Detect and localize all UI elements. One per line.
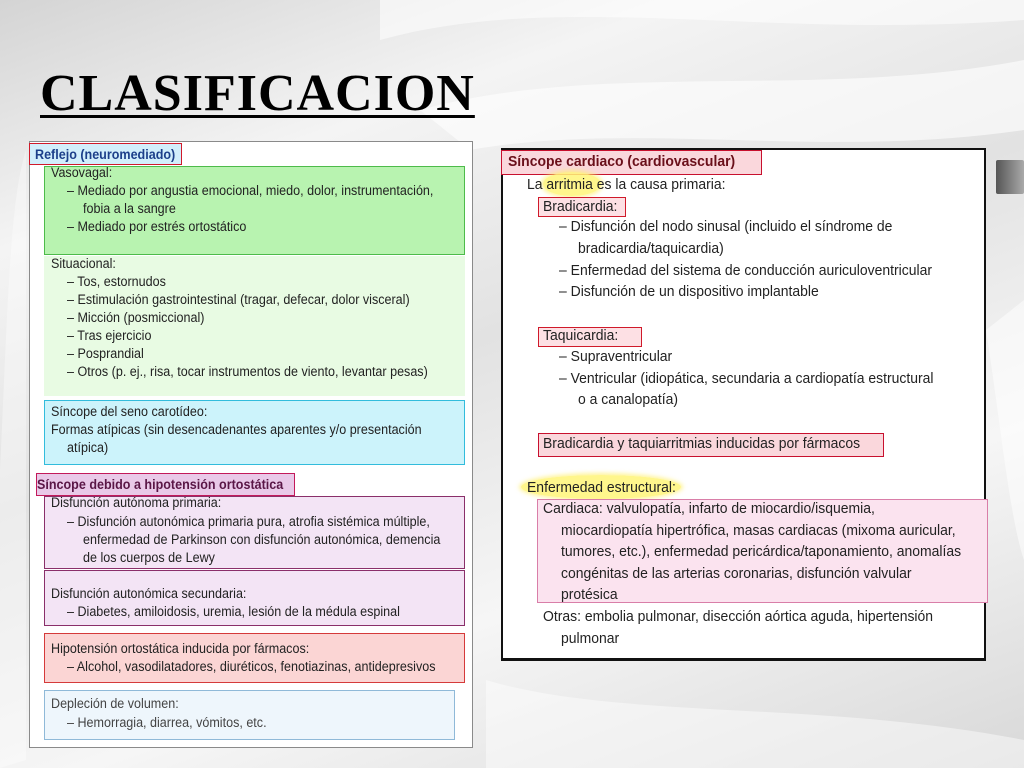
taquicardia-item-1: – Supraventricular (559, 348, 673, 365)
hipotension-header: Síncope debido a hipotensión ortostática (37, 477, 284, 492)
estructural-heading: Enfermedad estructural: (527, 479, 676, 496)
situacional-item-2: – Estimulación gastrointestinal (tragar, defecar, dolor visceral) (67, 292, 410, 307)
situacional-item-4: – Tras ejercicio (67, 328, 152, 343)
disfuncion-primaria-item-3: de los cuerpos de Lewy (83, 550, 215, 565)
intro-line (527, 174, 725, 196)
vasovagal-item-1-cont: fobia a la sangre (83, 201, 176, 216)
situacional-item-6: – Otros (p. ej., risa, tocar instrumentos de viento, levantar pesas) (67, 364, 428, 379)
cardiaca-line-2: miocardiopatía hipertrófica, masas cardiacas (mixoma auricular, (561, 522, 956, 539)
taquicardia-item-2-cont: o a canalopatía) (578, 391, 679, 408)
bradicardia-item-3: – Disfunción de un dispositivo implantable (559, 283, 819, 300)
cardiaca-line-3: tumores, etc.), enfermedad pericárdica/taponamiento, anomalías (561, 543, 962, 560)
otras-line-1: Otras: embolia pulmonar, disección aórtica aguda, hipertensión (543, 608, 934, 625)
intro-suffix: es la causa primaria: (592, 176, 726, 193)
situacional-item-5: – Posprandial (67, 346, 144, 361)
disfuncion-secundaria-heading: Disfunción autonómica secundaria: (51, 586, 247, 601)
vasovagal-heading: Vasovagal: (51, 165, 113, 180)
disfuncion-secundaria-item: – Diabetes, amiloidosis, uremia, lesión de la médula espinal (67, 604, 400, 619)
farmacos-heading: Hipotensión ortostática inducida por fármacos: (51, 641, 310, 656)
cardiac-header: Síncope cardiaco (cardiovascular) (508, 153, 736, 170)
bradicardia-item-1-cont: bradicardia/taquicardia) (578, 240, 724, 257)
bradicardia-heading: Bradicardia: (543, 198, 618, 215)
situacional-item-1: – Tos, estornudos (67, 274, 166, 289)
farmacos-item: – Alcohol, vasodilatadores, diuréticos, fenotiazinas, antidepresivos (67, 659, 436, 674)
intro-prefix: La (527, 176, 547, 193)
taquicardia-item-2: – Ventricular (idiopática, secundaria a cardiopatía estructural (559, 370, 934, 387)
reflex-orthostatic-panel (29, 141, 473, 748)
vasovagal-item-2: – Mediado por estrés ortostático (67, 219, 247, 234)
vasovagal-item-1: – Mediado por angustia emocional, miedo, dolor, instrumentación, (67, 183, 434, 198)
cardiaca-line-5: protésica (561, 586, 618, 603)
cardiaca-line-1: Cardiaca: valvulopatía, infarto de miocardio/isquemia, (543, 500, 875, 517)
situacional-item-3: – Micción (posmiccional) (67, 310, 205, 325)
deplecion-item: – Hemorragia, diarrea, vómitos, etc. (67, 715, 267, 730)
reflejo-header: Reflejo (neuromediado) (35, 147, 176, 162)
cardiaca-line-4: congénitas de las arterias coronarias, disfunción valvular (561, 565, 912, 582)
bradicardia-item-1: – Disfunción del nodo sinusal (incluido el síndrome de (559, 218, 893, 235)
farmacos-text: Bradicardia y taquiarritmias inducidas por fármacos (543, 435, 861, 452)
seno-carotideo-heading: Síncope del seno carotídeo: (51, 404, 208, 419)
cardiac-syncope-panel (501, 148, 986, 661)
situacional-heading: Situacional: (51, 256, 116, 271)
deplecion-heading: Depleción de volumen: (51, 696, 179, 711)
bradicardia-item-2: – Enfermedad del sistema de conducción auriculoventricular (559, 262, 932, 279)
slide-title: CLASIFICACION (40, 65, 475, 122)
disfuncion-primaria-heading: Disfunción autónoma primaria: (51, 495, 222, 510)
otras-line-2: pulmonar (561, 630, 620, 647)
right-edge-tab (996, 160, 1024, 194)
formas-atipicas-2: atípica) (67, 440, 109, 455)
intro-highlight: arritmia (546, 176, 593, 193)
disfuncion-primaria-item-2: enfermedad de Parkinson con disfunción autonómica, demencia (83, 532, 441, 547)
taquicardia-heading: Taquicardia: (543, 327, 619, 344)
formas-atipicas-1: Formas atípicas (sin desencadenantes aparentes y/o presentación (51, 422, 422, 437)
disfuncion-primaria-item-1: – Disfunción autonómica primaria pura, atrofia sistémica múltiple, (67, 514, 430, 529)
